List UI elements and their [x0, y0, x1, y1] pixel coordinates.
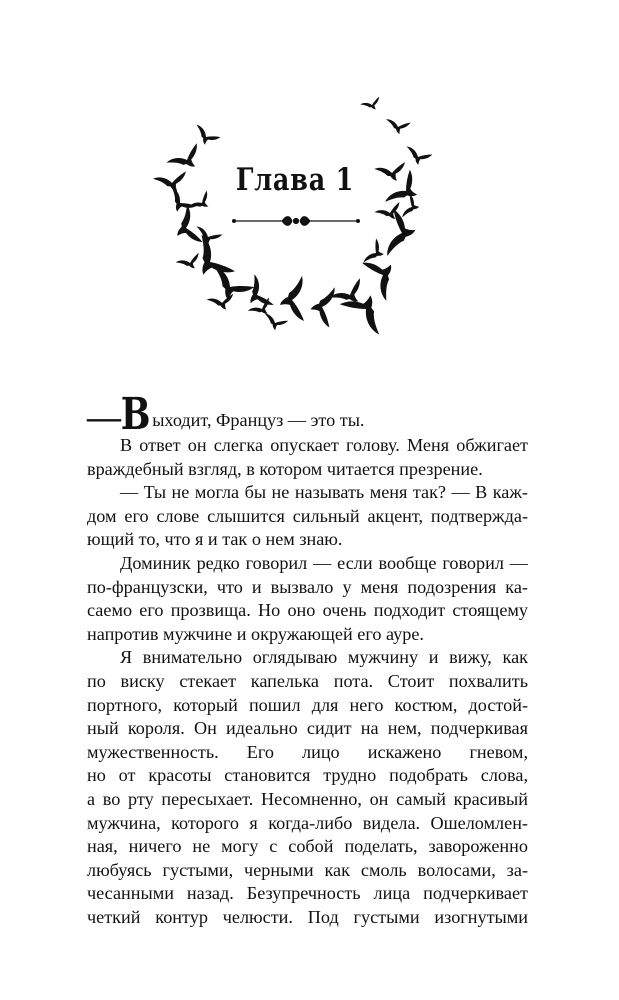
text-line: мужественность. Его лицо искажено гневом,	[87, 741, 528, 762]
chapter-body-text	[87, 389, 528, 929]
text-line: ный короля. Он идеально сидит на нем, подчеркивая	[87, 718, 528, 739]
text-line: но от красоты становится трудно подобрать слова,	[87, 765, 528, 786]
opening-line	[87, 389, 528, 440]
text-line: напротив мужчине и окружающей его ауре.	[87, 623, 424, 644]
text-line: любуясь густыми, черными как смоль волосами, за-	[87, 859, 528, 880]
text-line: ная, ничего не могу с собой поделать, завороженно	[87, 836, 528, 857]
text-line: враждебный взгляд, в котором читается презрение.	[87, 458, 483, 479]
text-line: четкий контур челюсти. Под густыми изогнутыми	[87, 906, 528, 927]
text-line: Доминик редко говорил — если вообще говорил —	[120, 552, 528, 573]
text-line: Я внимательно оглядываю мужчину и вижу, как	[120, 647, 528, 668]
text-line: портного, который пошил для него костюм, достой-	[87, 694, 528, 715]
text-line: саемо его прозвища. Но оно очень подходит стоящему	[87, 600, 528, 621]
text-line: В ответ он слегка опускает голову. Меня обжигает	[120, 435, 528, 455]
opening-dash: —	[87, 399, 121, 436]
ornamental-divider-icon	[232, 213, 360, 229]
text-line: ющий то, что я и так о нем знаю.	[87, 529, 343, 550]
text-line: дом его слове слышится сильный акцент, подтвержда-	[87, 505, 528, 526]
text-line: а во рту пересыхает. Несомненно, он самый красивый	[87, 788, 528, 809]
text-line: по-французски, что и вызвало у меня подозрения ка-	[87, 576, 528, 597]
opening-line-text: ыходит, Француз — это ты.	[152, 410, 365, 430]
drop-cap: В	[120, 389, 151, 440]
chapter-title: Глава 1	[235, 162, 355, 198]
text-line: чесанными назад. Безупречность лица подчеркивает	[87, 883, 528, 904]
text-line: по виску стекает капелька пота. Стоит похвалить	[87, 670, 528, 691]
text-line: — Ты не могла бы не называть меня так? — В каж-	[120, 482, 528, 503]
text-line: мужчина, которого я когда-либо видела. Ошеломлен-	[87, 812, 528, 833]
